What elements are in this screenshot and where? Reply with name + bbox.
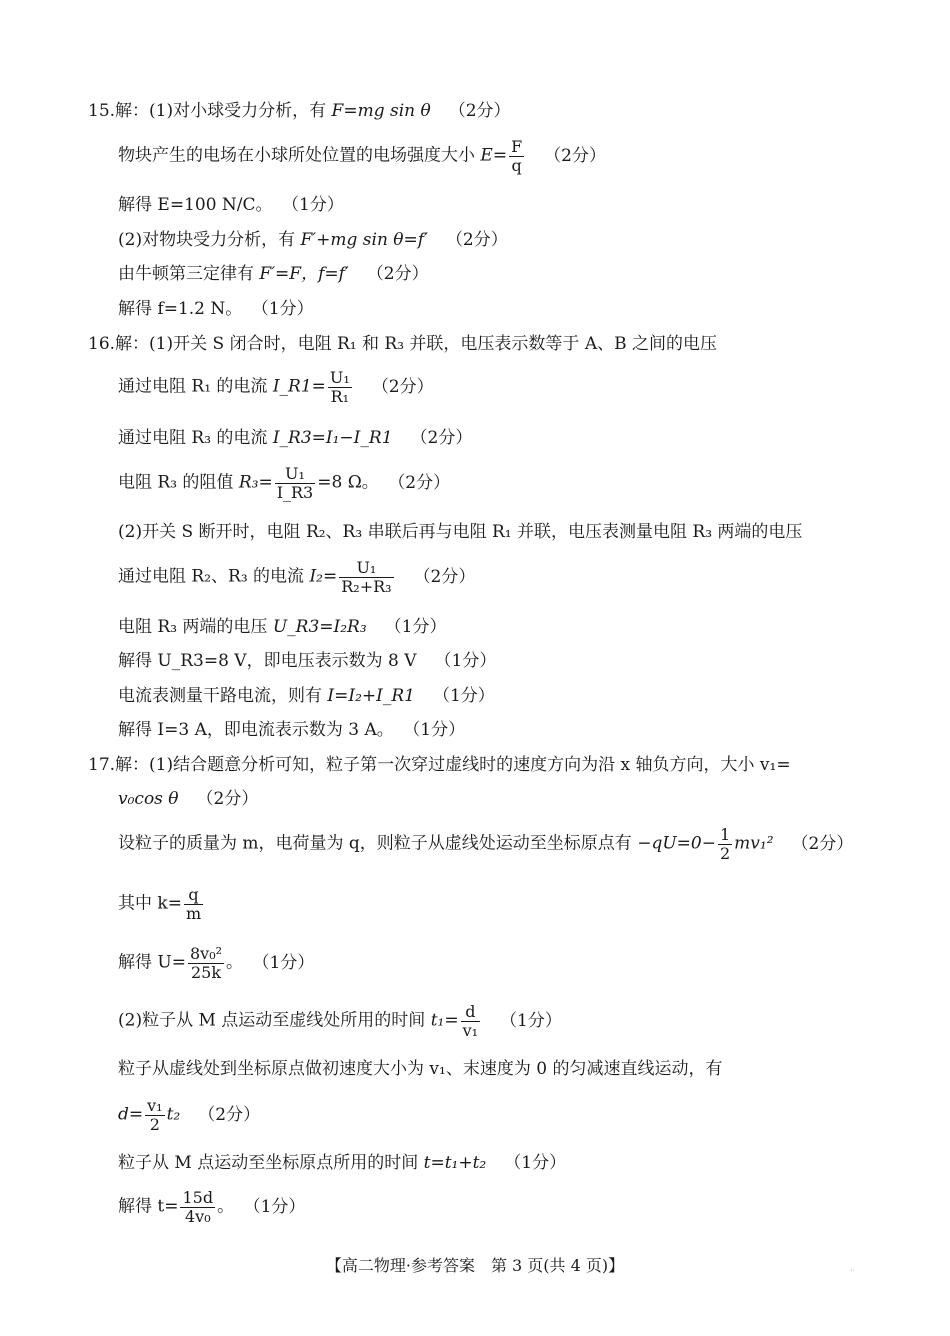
- fraction: [145, 1097, 164, 1133]
- q17-line-10-lhs: 解得 t=: [118, 1196, 179, 1217]
- q16-line-10-text: 解得 I=3 A，即电流表示数为 3 A。: [118, 720, 394, 740]
- fraction: [180, 1189, 215, 1225]
- fraction: [328, 369, 352, 405]
- score: （2分）: [366, 264, 429, 284]
- q16-line-9-text: 电流表测量干路电流，则有: [118, 686, 328, 706]
- q17-line-1-text: 17.解：(1)结合题意分析可知，粒子第一次穿过虚线时的速度方向为沿 x 轴负方向，大小 v₁=: [88, 755, 791, 775]
- q17-line-1: [88, 757, 791, 774]
- score: （2分）: [445, 230, 508, 250]
- q17-line-3-lhs: −qU=0−: [637, 833, 716, 854]
- q16-line-10: [118, 722, 465, 739]
- q17-line-5: [118, 945, 314, 981]
- numerator: 8v₀²: [189, 944, 223, 963]
- denominator: 25k: [188, 963, 224, 982]
- score: （2分）: [448, 101, 511, 121]
- q17-line-4: [118, 886, 205, 922]
- fraction: [509, 138, 524, 174]
- q16-line-8: [118, 653, 496, 670]
- q15-line-5: [118, 266, 429, 283]
- numerator: U₁: [329, 368, 350, 387]
- q15-line-3-text: 解得 E=100 N/C。: [118, 195, 273, 215]
- q15-line-4-text: (2)对物块受力分析，有: [118, 230, 301, 250]
- q17-line-6-text: (2)粒子从 M 点运动至虚线处所用的时间: [118, 1010, 431, 1031]
- q17-line-3: [118, 826, 853, 862]
- numerator: d: [465, 1002, 476, 1021]
- score: （2分）: [410, 428, 473, 448]
- q15-line-5-eq: F′=F，f=f′: [259, 264, 349, 284]
- fraction: [339, 559, 393, 595]
- q17-line-2: [118, 791, 258, 808]
- q15-line-2: [118, 138, 606, 174]
- q16-line-9-eq: I=I₂+I_R1: [327, 686, 415, 706]
- q17-line-5-lhs: 解得 U=: [118, 952, 186, 973]
- q15-line-2-text: 物块产生的电场在小球所处位置的电场强度大小: [118, 145, 481, 166]
- q15-line-4-eq: F′+mg sin θ=f′: [300, 230, 428, 250]
- page-footer: 【高二物理·参考答案 第 3 页(共 4 页)】: [325, 1256, 625, 1275]
- q16-line-4-text: 电阻 R₃ 的阻值: [118, 472, 239, 493]
- q16-line-7-text: 电阻 R₃ 两端的电压: [118, 617, 273, 637]
- numerator: q: [188, 885, 199, 904]
- score: （2分）: [196, 789, 259, 809]
- q15-line-1-eq: F=mg sin θ: [331, 101, 431, 121]
- score: （1分）: [260, 299, 314, 319]
- score: （2分）: [413, 566, 476, 587]
- denominator: 2: [145, 1115, 164, 1134]
- numerator: 15d: [182, 1188, 214, 1207]
- q17-line-3-rhs: mv₁²: [734, 833, 774, 854]
- denominator: m: [185, 903, 202, 923]
- q17-line-6: [118, 1003, 562, 1039]
- q16-line-4: [118, 465, 450, 501]
- numerator: v₁: [147, 1096, 163, 1115]
- score: （1分）: [500, 1010, 562, 1031]
- q17-line-8-lhs: d=: [118, 1104, 144, 1125]
- score: （2分）: [544, 145, 606, 166]
- q17-line-8-rhs: t₂: [166, 1104, 181, 1125]
- denominator: R₁: [328, 387, 352, 406]
- score: （1分）: [434, 651, 497, 671]
- score: （1分）: [384, 617, 447, 637]
- q16-line-2-text: 通过电阻 R₁ 的电流: [118, 376, 273, 397]
- score: （1分）: [504, 1153, 567, 1173]
- q17-line-5-rhs: 。: [226, 952, 244, 973]
- numerator: F: [511, 137, 523, 156]
- numerator: 1: [719, 825, 731, 844]
- fraction: [718, 826, 732, 862]
- q16-line-3-text: 通过电阻 R₃ 的电流: [118, 428, 273, 448]
- q17-line-9-eq: t=t₁+t₂: [423, 1153, 487, 1173]
- q16-line-2-lhs: I_R1=: [272, 376, 326, 397]
- denominator: v₁: [462, 1020, 479, 1040]
- score: （2分）: [396, 472, 451, 493]
- score: （1分）: [290, 195, 344, 215]
- q15-line-4: [118, 232, 508, 249]
- corner-mark: ··: [850, 1266, 856, 1275]
- q16-line-9: [118, 688, 495, 705]
- score: （2分）: [371, 376, 434, 397]
- denominator: I_R3: [276, 482, 314, 502]
- q17-line-2-eq: v₀cos θ: [118, 789, 179, 809]
- denominator: 4v₀: [180, 1207, 215, 1226]
- score: （2分）: [791, 833, 854, 854]
- numerator: U₁: [356, 558, 377, 577]
- q17-line-7: [118, 1061, 722, 1078]
- q16-line-7-eq: U_R3=I₂R₃: [272, 617, 367, 637]
- q16-line-4-rhs: =8 Ω。: [317, 472, 379, 493]
- q16-line-2: [118, 369, 434, 405]
- score: （1分）: [252, 1196, 306, 1217]
- q16-line-8-text: 解得 U_R3=8 V，即电压表示数为 8 V: [118, 651, 417, 671]
- q17-line-10-rhs: 。: [217, 1196, 235, 1217]
- q17-line-7-text: 粒子从虚线处到坐标原点做初速度大小为 v₁、末速度为 0 的匀减速直线运动，有: [118, 1059, 723, 1079]
- q15-line-5-text: 由牛顿第三定律有: [118, 264, 260, 284]
- q16-line-6-lhs: I₂=: [309, 566, 338, 587]
- denominator: 2: [719, 843, 731, 863]
- fraction: [275, 465, 316, 501]
- q16-line-1: [88, 336, 717, 353]
- score: （1分）: [432, 686, 495, 706]
- denominator: R₂+R₃: [341, 576, 392, 596]
- score: （1分）: [411, 720, 466, 740]
- q17-line-4-lhs: 其中 k=: [118, 893, 182, 914]
- q17-line-9: [118, 1155, 566, 1172]
- q16-line-1-text: 16.解：(1)开关 S 闭合时，电阻 R₁ 和 R₃ 并联，电压表示数等于 A、B 之间的电压: [88, 334, 717, 354]
- q16-line-3-eq: I_R3=I₁−I_R1: [272, 428, 393, 448]
- numerator: U₁: [285, 464, 305, 483]
- q16-line-4-lhs: R₃=: [238, 472, 273, 493]
- q16-line-7: [118, 619, 447, 636]
- fraction: [184, 886, 203, 922]
- q17-line-8: [118, 1097, 260, 1133]
- q15-line-3: [118, 197, 344, 214]
- score: （2分）: [198, 1104, 261, 1125]
- fraction: [461, 1003, 480, 1039]
- q15-line-6-text: 解得 f=1.2 N。: [118, 299, 243, 319]
- q15-line-1: [88, 103, 511, 120]
- score: （1分）: [261, 952, 315, 973]
- q16-line-3: [118, 430, 472, 447]
- denominator: q: [509, 156, 524, 175]
- q17-line-6-lhs: t₁=: [430, 1010, 459, 1031]
- fraction: [188, 945, 224, 981]
- q16-line-6: [118, 559, 475, 595]
- q17-line-9-text: 粒子从 M 点运动至坐标原点所用的时间: [118, 1153, 424, 1173]
- q15-line-6: [118, 301, 314, 318]
- q15-line-2-lhs: E=: [480, 145, 508, 166]
- q15-line-1-text: 15.解：(1)对小球受力分析，有: [88, 101, 332, 121]
- q16-line-5-text: (2)开关 S 断开时，电阻 R₂、R₃ 串联后再与电阻 R₁ 并联，电压表测量电阻 R₃ 两端的电压: [118, 522, 803, 542]
- q16-line-5: [118, 524, 802, 541]
- q17-line-10: [118, 1189, 305, 1225]
- q17-line-3-text: 设粒子的质量为 m，电荷量为 q，则粒子从虚线处运动至坐标原点有: [118, 833, 638, 854]
- q16-line-6-text: 通过电阻 R₂、R₃ 的电流: [118, 566, 310, 587]
